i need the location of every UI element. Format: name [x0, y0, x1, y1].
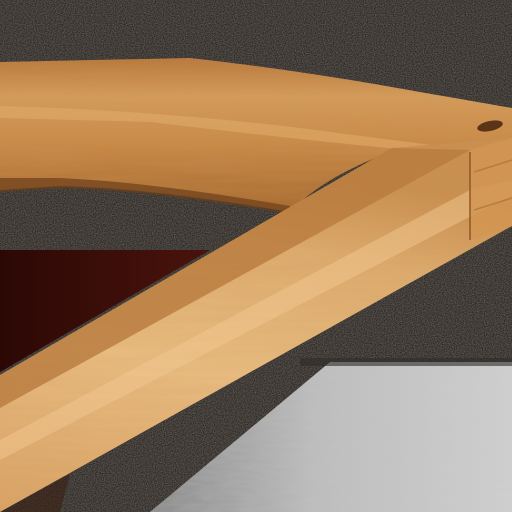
- joint-end-grain: [470, 138, 512, 240]
- surface-edge-shadow: [300, 358, 512, 366]
